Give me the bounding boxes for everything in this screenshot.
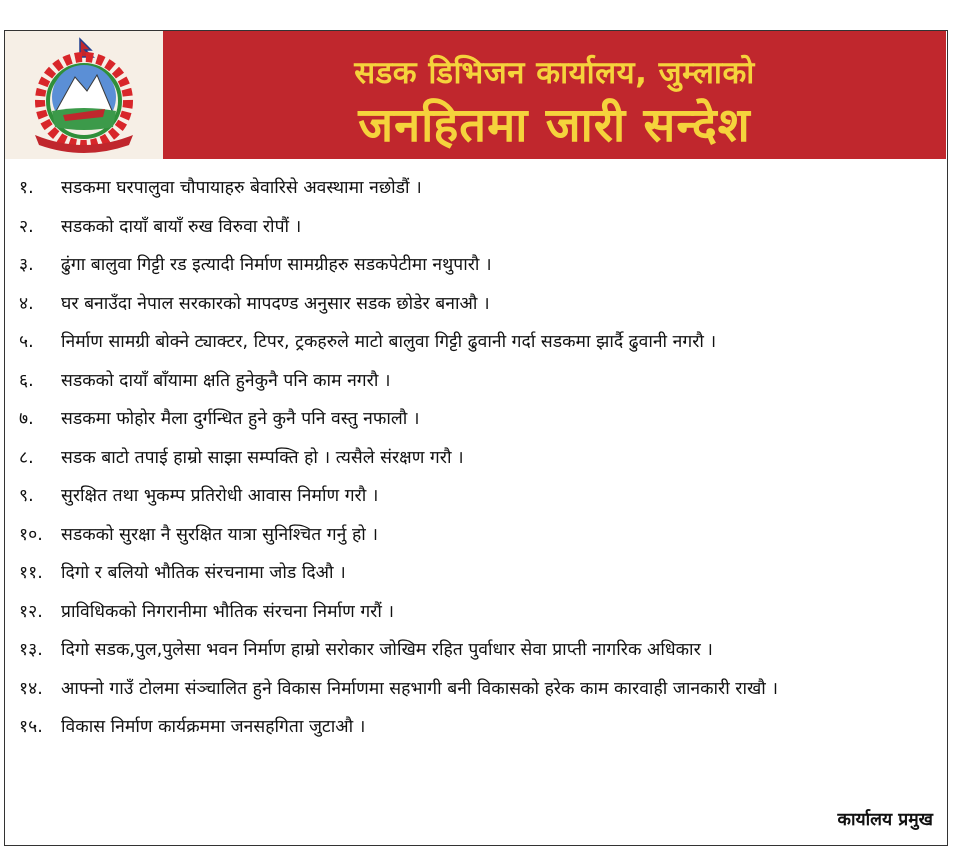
- office-name: सडक डिभिजन कार्यालय, जुम्लाको: [354, 55, 755, 91]
- item-text: ढुंगा बालुवा गिट्टी रड इत्यादी निर्माण सामग्रीहरु सडकपेटीमा नथुपारौ ।: [61, 255, 492, 275]
- list-item: [19, 323, 939, 362]
- list-item: [19, 554, 939, 593]
- item-text: सडकको दायाँ बाँयामा क्षति हुनेकुनै पनि काम नगरौ ।: [61, 370, 391, 391]
- message-list: [19, 169, 939, 747]
- item-text: सुरक्षित तथा भुकम्प प्रतिरोधी आवास निर्माण गरौ ।: [61, 486, 379, 506]
- header-banner: [163, 31, 946, 159]
- item-number: ५.: [19, 332, 34, 352]
- notice-title: जनहितमा जारी सन्देश: [358, 98, 751, 153]
- list-item: [19, 362, 939, 401]
- list-item: [19, 208, 939, 247]
- list-item: [19, 246, 939, 285]
- item-number: ७.: [19, 409, 34, 429]
- item-number: १२.: [19, 601, 43, 622]
- item-number: १४.: [19, 678, 43, 699]
- item-number: १३.: [19, 640, 43, 660]
- item-number: ६.: [19, 370, 34, 391]
- list-item: [19, 593, 939, 632]
- item-text: सडकको सुरक्षा नै सुरक्षित यात्रा सुनिश्चित गर्नु हो ।: [61, 524, 378, 545]
- nepal-government-emblem-icon: [5, 31, 163, 159]
- list-item: [19, 169, 939, 208]
- list-item: [19, 400, 939, 439]
- item-number: ८.: [19, 447, 34, 468]
- item-text: निर्माण सामग्री बोक्ने ट्याक्टर, टिपर, ट्रकहरुले माटो बालुवा गिट्टी ढुवानी गर्दा सडकमा झार्दै ढुवानी नगरौ ।: [61, 332, 717, 352]
- item-text: प्राविधिकको निगरानीमा भौतिक संरचना निर्माण गरौं ।: [61, 601, 395, 622]
- list-item: [19, 477, 939, 516]
- notice-frame: [4, 30, 948, 846]
- item-text: घर बनाउँदा नेपाल सरकारको मापदण्ड अनुसार सडक छोडेर बनाऔ ।: [61, 293, 490, 314]
- item-text: आफ्नो गाउँ टोलमा संञ्चालित हुने विकास निर्माणमा सहभागी बनी विकासको हरेक काम कारवाही जानकारी राखौ ।: [61, 678, 779, 699]
- item-text: सडकमा फोहोर मैला दुर्गन्धित हुने कुनै पनि वस्तु नफालौ ।: [61, 409, 420, 429]
- list-item: [19, 285, 939, 324]
- item-text: दिगो र बलियो भौतिक संरचनामा जोड दिऔ ।: [61, 563, 346, 583]
- item-number: ९.: [19, 486, 34, 506]
- signature-office-chief: कार्यालय प्रमुख: [837, 810, 933, 830]
- emblem-box: [5, 31, 163, 159]
- item-number: ११.: [19, 563, 43, 583]
- list-item: [19, 708, 939, 747]
- item-number: ४.: [19, 293, 34, 314]
- item-text: सडकको दायाँ बायाँ रुख विरुवा रोपौं ।: [61, 216, 302, 237]
- notice-header: [5, 31, 946, 159]
- item-number: १०.: [19, 524, 43, 545]
- item-number: ३.: [19, 255, 34, 275]
- item-number: २.: [19, 216, 34, 237]
- item-text: दिगो सडक,पुल,पुलेसा भवन निर्माण हाम्रो सरोकार जोखिम रहित पुर्वाधार सेवा प्राप्ती नागरिक अधिकार ।: [61, 640, 713, 660]
- item-text: सडकमा घरपालुवा चौपायाहरु बेवारिसे अवस्थामा नछोडौं ।: [61, 178, 422, 198]
- item-number: १५.: [19, 717, 43, 737]
- list-item: [19, 631, 939, 670]
- list-item: [19, 670, 939, 709]
- item-number: १.: [19, 178, 34, 198]
- list-item: [19, 439, 939, 478]
- item-text: सडक बाटो तपाई हाम्रो साझा सम्पक्ति हो । त्यसैले संरक्षण गरौ ।: [61, 447, 464, 468]
- list-item: [19, 516, 939, 555]
- item-text: विकास निर्माण कार्यक्रममा जनसहगिता जुटाऔ ।: [61, 717, 366, 737]
